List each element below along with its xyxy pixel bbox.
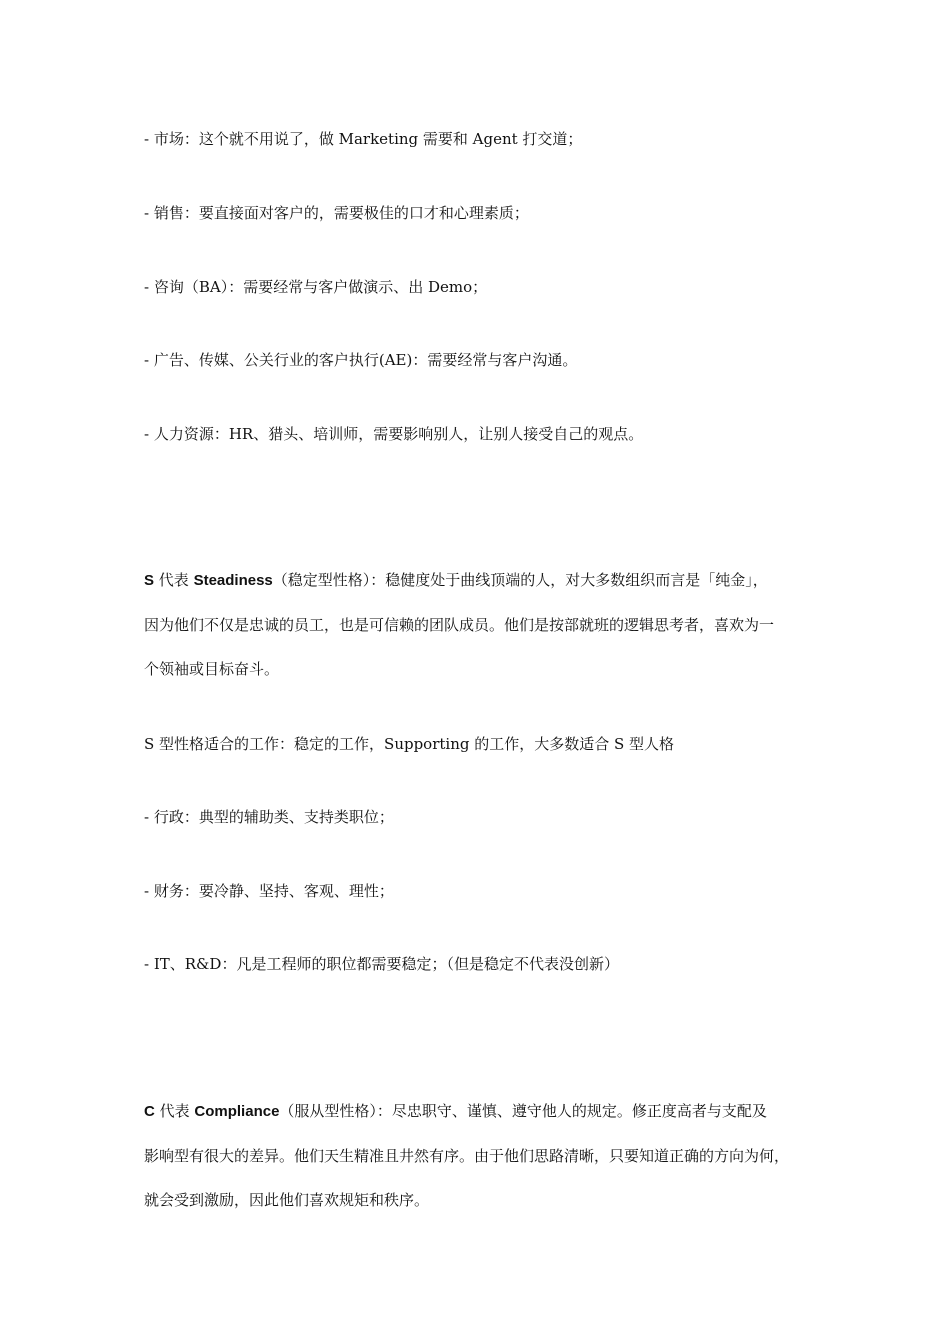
compliance-letter: C (144, 1103, 155, 1120)
compliance-term: Compliance (194, 1103, 280, 1120)
compliance-paragraph-line-1 (144, 1100, 814, 1123)
steadiness-paragraph-line-2: 因为他们不仅是忠诚的员工，也是可信赖的团队成员。他们是按部就班的逻辑思考者，喜欢为一 (144, 616, 775, 634)
compliance-paragraph-line-3: 就会受到激励，因此他们喜欢规矩和秩序。 (144, 1191, 430, 1209)
market-item-marketing: - 市场：这个就不用说了，做 Marketing 需要和 Agent 打交道； (144, 130, 583, 148)
steadiness-letter: S (144, 572, 155, 589)
steadiness-term: Steadiness (193, 572, 273, 589)
steadiness-jobs-intro: S 型性格适合的工作：稳定的工作，Supporting 的工作，大多数适合 S 型人格 (144, 735, 675, 753)
steadiness-item-administration: - 行政：典型的辅助类、支持类职位； (144, 808, 394, 826)
steadiness-item-finance: - 财务：要冷静、坚持、客观、理性； (144, 882, 394, 900)
steadiness-paragraph-line-1 (144, 569, 814, 592)
market-item-consulting: - 咨询（BA）：需要经常与客户做演示、出 Demo； (144, 278, 488, 296)
steadiness-represents: 代表 (154, 571, 194, 589)
market-item-hr: - 人力资源：HR、猎头、培训师，需要影响别人，让别人接受自己的观点。 (144, 425, 644, 443)
steadiness-description-start: （稳定型性格）：稳健度处于曲线顶端的人，对大多数组织而言是「纯金」， (272, 571, 768, 589)
market-item-sales: - 销售：要直接面对客户的，需要极佳的口才和心理素质； (144, 204, 529, 222)
market-item-advertising: - 广告、传媒、公关行业的客户执行(AE)：需要经常与客户沟通。 (144, 351, 578, 369)
compliance-paragraph-line-2: 影响型有很大的差异。他们天生精准且井然有序。由于他们思路清晰，只要知道正确的方向为何， (144, 1147, 790, 1165)
steadiness-paragraph-line-3: 个领袖或目标奋斗。 (144, 660, 280, 678)
compliance-description-start: （服从型性格）：尽忠职守、谨慎、遵守他人的规定。修正度高者与支配及 (279, 1102, 767, 1120)
compliance-represents: 代表 (154, 1102, 195, 1120)
steadiness-item-it-rd: - IT、R&D：凡是工程师的职位都需要稳定；（但是稳定不代表没创新） (144, 955, 619, 973)
